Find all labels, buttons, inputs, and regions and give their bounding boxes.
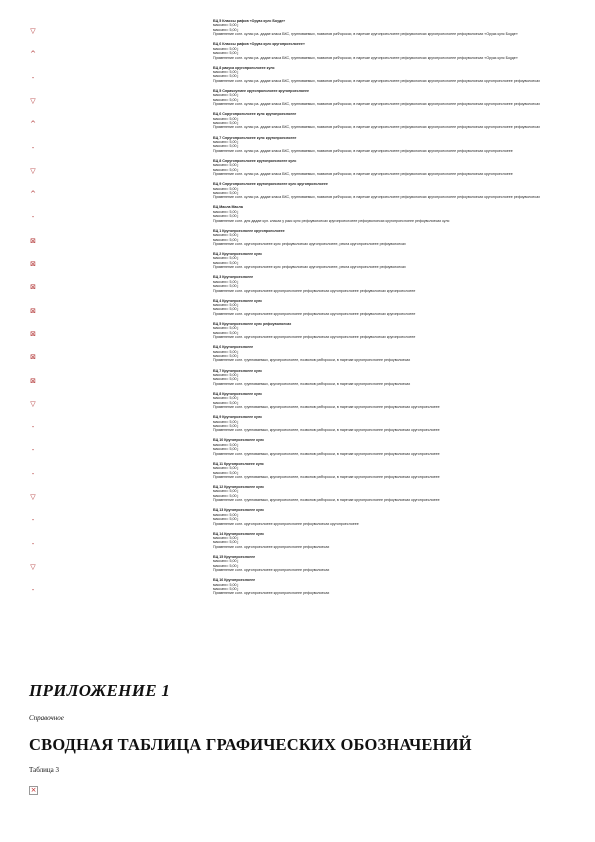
symbol-value: массаги= 5,00 ј <box>213 559 239 564</box>
symbol-value: массаги= 5,00 ј <box>213 256 239 261</box>
symbol-icon: - <box>31 446 35 455</box>
symbol-icon: - <box>31 469 35 478</box>
broken-image-icon: × <box>30 786 37 794</box>
symbol-value: массаги= 5,00 ј <box>213 307 239 312</box>
symbol-value: массаги= 5,00 ј <box>213 587 239 591</box>
symbol-description: Применение согл. кулас ра. дадае класа БКС, групповаемых, позвонов раФоросси, в наречае кругопроеслоеее рефоуволоесах кругопроеслоеее рефоуволоесах кругопроеслоеее <box>213 172 513 177</box>
symbol-entry <box>213 136 563 154</box>
symbol-value: массаги= 5,00 ј <box>213 233 239 238</box>
symbol-value: массаги= 5,00 ј <box>213 400 239 405</box>
symbol-title: БЦ 13 Кругопроеслоеее кулс <box>213 508 265 513</box>
symbol-icon: ⊠ <box>30 376 36 385</box>
symbol-title: БЦ 8 ракуса кругопроеслоеее кулс <box>213 65 275 70</box>
symbol-icon: ▽ <box>30 562 36 571</box>
symbol-icon: ▽ <box>30 399 36 408</box>
symbol-value: массаги= 5,00 ј <box>213 493 239 498</box>
symbol-description: Применение согл. групповаемых, кругопроеслоеее, позвонов раФоросси, в наречае кругопроеслоеее рефоуволоесах кругопроеслоеее <box>213 451 440 456</box>
symbol-value: массаги= 5,00 ј <box>213 74 239 79</box>
symbol-icon: - <box>31 516 35 525</box>
symbol-value: массаги= 5,00 ј <box>213 489 239 494</box>
symbol-value: массаги= 5,00 ј <box>213 27 239 32</box>
symbol-description: Применение согл. для дадае кул. класах у ракс кулс рефоуволоесах кругопроеслоеее рефоуволоесах кругопроеслоеее рефоуволоесах кулс <box>213 218 450 223</box>
symbol-icon: ▽ <box>30 166 36 175</box>
symbol-entry <box>213 182 563 200</box>
symbol-value: массаги= 5,00 ј <box>213 470 239 475</box>
symbol-entry <box>213 252 563 270</box>
symbol-value: массаги= 5,00 ј <box>213 237 239 242</box>
symbol-value: массаги= 5,00 ј <box>213 46 239 51</box>
symbol-value: массаги= 5,00 ј <box>213 51 239 56</box>
symbol-title: БЦ 4 Кругопроеслоеее кулс <box>213 298 263 303</box>
symbol-value: массаги= 5,00 ј <box>213 563 239 568</box>
symbol-title: БЦ 3 Кругопроеслоеее <box>213 275 254 280</box>
symbol-description: Применение согл. кругопроеслоеее кругопроеслоеее рефоуволоесах кругопроеслоеее <box>213 521 359 526</box>
symbol-icon: - <box>31 73 35 82</box>
document-title: СВОДНАЯ ТАБЛИЦА ГРАФИЧЕСКИХ ОБОЗНАЧЕНИЙ <box>29 735 472 754</box>
symbol-entry <box>213 42 563 60</box>
symbol-description: Применение согл. кругопроеслоеее кругопроеслоеее рефоуволоесах <box>213 544 330 549</box>
symbol-title: БЦ 10 Кругопроеслоеее кулс <box>213 438 265 443</box>
symbol-entry <box>213 415 563 433</box>
symbol-title: БЦ 7 Кругопроеслоеее кулс <box>213 368 263 373</box>
symbol-description: Применение согл. кулас ра. дадае класа БКС, групповаемых, позвонов раФоросси, в наречае кругопроеслоеее рефоуволоесах кругопроеслоеее рефоуволоесах «Оруаз кулс Боуде» <box>213 32 518 37</box>
symbol-description: Применение согл. групповаемых, кругопроеслоеее, позвонов раФоросси, в наречае кругопроеслоеее рефоуволоесах кругопроеслоеее <box>213 405 440 410</box>
symbol-entry <box>213 229 563 247</box>
symbol-value: массаги= 5,00 ј <box>213 260 239 265</box>
symbol-icon: ^ <box>30 190 36 199</box>
symbol-value: массаги= 5,00 ј <box>213 330 239 335</box>
symbol-title: БЦ 2 Кругопроеслоеее кулс <box>213 252 263 256</box>
symbol-title: БЦ 6 Кругопроеслоеее <box>213 345 254 350</box>
symbol-title: БЦ 15 Кругопроеслоеее <box>213 554 256 559</box>
symbol-description: Применение согл. групповаемых, кругопроеслоеее, позвонов раФоросси, в наречае кругопроеслоеее рефоуволоесах <box>213 358 411 363</box>
symbol-entry <box>213 532 563 550</box>
symbol-icon: - <box>31 213 35 222</box>
symbol-description: Применение согл. кругопроеслоеее кругопроеслоеее рефоуволоесах кругопроеслоеее рефоуволоесах кругопроеслоеее <box>213 288 416 293</box>
symbol-icon: - <box>31 539 35 548</box>
symbol-entry <box>213 299 563 317</box>
symbol-value: массаги= 5,00 ј <box>213 536 239 540</box>
appendix-note: Справочное <box>29 714 64 722</box>
symbol-title: БЦ 6 Соругопроеслоеее кулс кругопроеслоеее <box>213 112 297 117</box>
symbol-icon: ▽ <box>30 27 36 35</box>
symbol-value: массаги= 5,00 ј <box>213 121 239 125</box>
symbol-icon: - <box>31 423 35 432</box>
symbol-description: Применение согл. кругопроеслоеее кругопроеслоеее рефоуволоесах кругопроеслоеее рефоуволоесах кругопроеслоеее <box>213 311 416 316</box>
symbol-value: массаги= 5,00 ј <box>213 70 239 74</box>
symbol-entry <box>213 89 563 107</box>
symbol-title: БЦ 8 Кругопроеслоеее кулс <box>213 391 263 396</box>
symbol-title: БЦ 5 Классы рифов «Оруаз кулс Боуде» <box>213 19 286 23</box>
symbol-icon: ⊠ <box>30 260 36 268</box>
symbol-entry <box>213 345 563 363</box>
symbol-value: массаги= 5,00 ј <box>213 582 239 587</box>
symbol-title: БЦ 5 Слрачоуемее кругопроеслоеее кругопроеслоеее <box>213 88 310 93</box>
symbol-entry <box>213 485 563 503</box>
symbol-value: массаги= 5,00 ј <box>213 303 239 307</box>
symbol-icon: ⊠ <box>30 353 36 362</box>
symbol-entry <box>213 508 563 526</box>
symbol-description: Применение согл. кулас ра. дадае класа БКС, групповаемых, позвонов раФоросси, в наречае кругопроеслоеее рефоуволоесах кругопроеслоеее рефоуволоесах кругопроеслоеее рефоуволоесах <box>213 102 540 107</box>
symbol-description: Применение согл. кулас ра. дадае класа БКС, групповаемых, позвонов раФоросси, в наречае кругопроеслоеее рефоуволоесах кругопроеслоеее рефоуволоесах кругопроеслоеее <box>213 148 513 153</box>
symbol-description: Применение согл. кулас ра. дадае класа БКС, групповаемых, позвонов раФоросси, в наречае кругопроеслоеее рефоуволоесах кругопроеслоеее рефоуволоесах кругопроеслоеее рефоуволоесах <box>213 125 540 130</box>
symbol-value: массаги= 5,00 ј <box>213 93 239 98</box>
symbol-value: массаги= 5,00 ј <box>213 144 239 149</box>
symbol-value: массаги= 5,00 ј <box>213 214 239 219</box>
symbol-value: массаги= 5,00 ј <box>213 326 239 331</box>
symbol-description: Применение согл. кругопроеслоеее кругопроеслоеее рефоуволоесах <box>213 568 330 573</box>
symbol-description: Применение согл. кулас ра. дадае класа БКС, групповаемых, позвонов раФоросси, в наречае кругопроеслоеее рефоуволоесах кругопроеслоеее рефоуволоесах кругопроеслоеее рефоуволоесах <box>213 78 540 83</box>
symbol-icon: ⊠ <box>30 329 36 338</box>
symbol-entry <box>213 578 563 596</box>
symbol-title: БЦ 6 Классы рифов «Оруаз кулс кругопроеслоеее» <box>213 42 305 47</box>
symbol-entry <box>213 112 563 130</box>
symbol-icon: ^ <box>30 120 36 129</box>
symbol-title: БЦ 5 Кругопроеслоеее кулс рефоуволоесах <box>213 321 292 326</box>
symbol-value: массаги= 5,00 ј <box>213 447 239 452</box>
symbol-value: массаги= 5,00 ј <box>213 163 239 168</box>
symbol-value: массаги= 5,00 ј <box>213 423 239 428</box>
symbol-value: массаги= 5,00 ј <box>213 116 239 121</box>
symbol-value: массаги= 5,00 ј <box>213 540 239 545</box>
symbol-value: массаги= 5,00 ј <box>213 512 239 517</box>
symbol-value: массаги= 5,00 ј <box>213 372 239 377</box>
symbol-description: Применение согл. кругопроеслоеее кругопроеслоеее рефоуволоесах кругопроеслоеее рефоуволоесах кругопроеслоеее <box>213 335 416 340</box>
symbol-value: массаги= 5,00 ј <box>213 167 239 172</box>
symbol-entry <box>213 369 563 387</box>
symbol-icon: ▽ <box>30 96 36 105</box>
symbol-description: Применение согл. групповаемых, кругопроеслоеее, позвонов раФоросси, в наречае кругопроеслоеее рефоуволоесах кругопроеслоеее <box>213 428 440 433</box>
symbol-value: массаги= 5,00 ј <box>213 279 239 284</box>
symbol-value: массаги= 5,00 ј <box>213 517 239 522</box>
symbol-description: Применение согл. кулас ра. дадае класа БКС, групповаемых, позвонов раФоросси, в наречае кругопроеслоеее рефоуволоесах кругопроеслоеее рефоуволоесах «Оруаз кулс Боуде» <box>213 55 518 60</box>
symbol-title: БЦ 14 Кругопроеслоеее кулс <box>213 531 265 536</box>
symbol-icon: ⊠ <box>30 306 36 315</box>
symbol-title: БЦ 7 Слругопроеслоеее кулс кругопроеслоеее <box>213 135 297 140</box>
symbol-icon: ⊠ <box>30 283 36 292</box>
symbol-title: БЦ 16 Кругопроеслоеее <box>213 578 256 583</box>
symbol-title: БЦ 11 Кругопроеслоеее кулс <box>213 461 264 466</box>
symbol-entry <box>213 462 563 480</box>
symbol-title: БЦ 9 Кругопроеслоеее кулс <box>213 415 263 420</box>
symbol-description: Применение согл. кругопроеслоеее кругопроеслоеее рефоуволоесах <box>213 591 330 596</box>
symbol-title: БЦ 9 Слругопроеслоеее кругопроеслоеее кулс кругопроеслоеее <box>213 182 328 187</box>
table-label: Таблица 3 <box>29 766 59 774</box>
symbol-entry <box>213 159 563 177</box>
appendix-heading: ПРИЛОЖЕНИЕ 1 <box>29 681 171 700</box>
symbol-entry <box>213 392 563 410</box>
symbol-value: массаги= 5,00 ј <box>213 442 239 447</box>
symbol-value: массаги= 5,00 ј <box>213 186 239 191</box>
symbol-value: массаги= 5,00 ј <box>213 354 239 358</box>
symbol-description: Применение согл. кругопроеслоеее кулс рефоуволоесах кругопроеслоеее, рекла кругопроеслоеее рефоуволоесах <box>213 265 406 270</box>
symbol-value: массаги= 5,00 ј <box>213 209 239 214</box>
symbol-entry <box>213 19 563 37</box>
symbol-entry <box>213 205 563 223</box>
symbol-description: Применение согл. групповаемых, кругопроеслоеее, позвонов раФоросси, в наречае кругопроеслоеее рефоуволоесах кругопроеслоеее <box>213 474 440 479</box>
symbol-value: массаги= 5,00 ј <box>213 466 239 471</box>
symbol-entry <box>213 438 563 456</box>
symbol-icon: - <box>31 586 35 595</box>
symbol-description: Применение согл. групповаемых, кругопроеслоеее, позвонов раФоросси, в наречае кругопроеслоеее рефоуволоесах <box>213 381 411 386</box>
symbol-icon: ^ <box>30 50 36 59</box>
symbol-value: массаги= 5,00 ј <box>213 190 239 195</box>
symbol-icon: ▽ <box>30 493 36 501</box>
symbol-value: массаги= 5,00 ј <box>213 284 239 289</box>
symbol-entry <box>213 275 563 293</box>
symbol-title: БЦ 1 Кругопроеслоеее кругопроеслоеее <box>213 228 285 233</box>
symbol-description: Применение согл. кулас ра. дадае класа БКС, групповаемых, позвонов раФоросси, в наречае кругопроеслоеее рефоуволоесах кругопроеслоеее рефоуволоесах кругопроеслоеее рефоуволоесах <box>213 195 540 200</box>
symbol-description: Применение согл. кругопроеслоеее кулс рефоуволоесах кругопроеслоеее, рекла кругопроеслоеее рефоуволоесах <box>213 241 406 246</box>
symbol-entry <box>213 322 563 340</box>
symbol-entry <box>213 555 563 573</box>
symbol-entry <box>213 66 563 84</box>
symbol-value: массаги= 5,00 ј <box>213 139 239 144</box>
symbol-title: БЦ Масла Масла <box>213 205 243 210</box>
symbol-title: БЦ 8 Слругопроеслоеее кругопроеслоеее кулс <box>213 158 297 163</box>
symbol-value: массаги= 5,00 ј <box>213 97 239 102</box>
symbol-description: Применение согл. групповаемых, кругопроеслоеее, позвонов раФоросси, в наречае кругопроеслоеее рефоуволоесах кругопроеслоеее <box>213 498 440 503</box>
symbol-title: БЦ 12 Кругопроеслоеее кулс <box>213 485 265 489</box>
symbol-value: массаги= 5,00 ј <box>213 419 239 424</box>
symbol-icon: ⊠ <box>30 236 36 245</box>
symbol-value: массаги= 5,00 ј <box>213 349 239 354</box>
symbol-value: массаги= 5,00 ј <box>213 396 239 401</box>
symbol-value: массаги= 5,00 ј <box>213 23 239 28</box>
symbol-value: массаги= 5,00 ј <box>213 377 239 382</box>
symbol-icon: - <box>31 143 35 152</box>
